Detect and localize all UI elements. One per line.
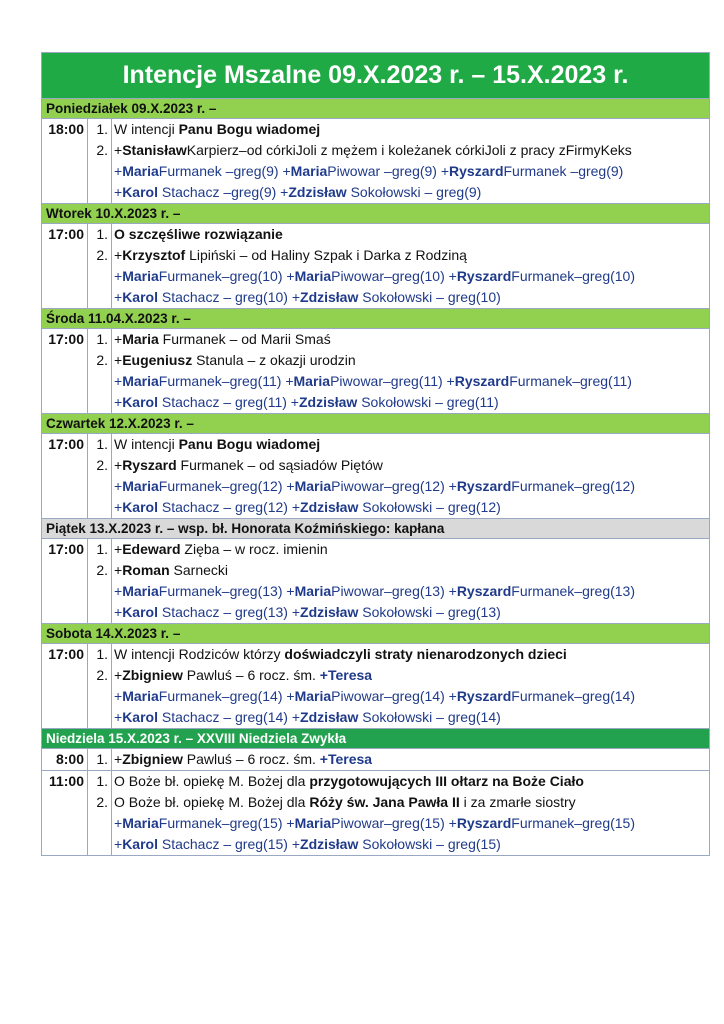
intention-text-part: + — [114, 289, 123, 305]
intention-text-part: Ryszard — [454, 373, 510, 389]
day-header: Środa 11.04.X.2023 r. – — [42, 309, 709, 329]
intention-text-part: Zdzisław — [300, 604, 359, 620]
intention-line — [88, 119, 709, 140]
intention-text-part: Pawluś – 6 rocz. śm. — [182, 751, 320, 767]
intention-text-part: i za zmarłe siostry — [459, 794, 576, 810]
intention-text-part: Maria — [294, 268, 332, 284]
intention-text-part: + — [114, 373, 123, 389]
intention-text-part: Sokołowski – greg(14) — [358, 709, 501, 725]
intention-text — [112, 350, 356, 371]
intention-number: 2. — [88, 350, 112, 371]
intention-text — [112, 834, 501, 855]
mass-block — [42, 329, 709, 414]
intention-text-part: +Teresa — [319, 751, 373, 767]
intention-text — [112, 476, 635, 497]
intention-text — [112, 813, 635, 834]
intention-text-part: Stachacz – greg(14) + — [157, 709, 301, 725]
intention-line — [88, 371, 709, 392]
mass-block — [42, 224, 709, 309]
intention-text-part: Furmanek –greg(9) — [503, 163, 624, 179]
intention-text-part: + — [114, 751, 123, 767]
intention-text-part: Stachacz – greg(11) + — [157, 394, 299, 410]
intention-line — [88, 771, 709, 792]
intention-text-part: + — [114, 499, 123, 515]
intention-text — [112, 455, 383, 476]
intention-text-part: Furmanek–greg(14) + — [158, 688, 295, 704]
intention-text-part: Edeward — [122, 541, 181, 557]
intention-text-part: Sokołowski – greg(13) — [358, 604, 501, 620]
intention-number: 2. — [88, 792, 112, 813]
intention-text-part: Piwowar–greg(10) + — [331, 268, 457, 284]
intention-text-part: Furmanek –greg(9) + — [158, 163, 291, 179]
intention-line — [88, 581, 709, 602]
intention-text — [112, 287, 501, 308]
intention-text-part: Piwowar–greg(11) + — [330, 373, 455, 389]
intention-text-part: Maria — [122, 331, 159, 347]
intention-lines — [88, 119, 709, 203]
intention-text — [112, 771, 584, 792]
intention-lines — [88, 771, 709, 855]
intention-text-part: + — [114, 667, 123, 683]
intention-number — [88, 813, 112, 834]
intention-text-part: Sokołowski – greg(11) — [357, 394, 499, 410]
intention-text — [112, 602, 501, 623]
intention-number — [88, 287, 112, 308]
intention-text-part: + — [114, 394, 123, 410]
intention-line — [88, 287, 709, 308]
intention-number — [88, 707, 112, 728]
intention-text-part: Furmanek–greg(14) — [511, 688, 636, 704]
intention-text — [112, 560, 228, 581]
intention-text-part: Stachacz – greg(12) + — [157, 499, 301, 515]
intention-text-part: Sokołowski – greg(9) — [346, 184, 482, 200]
intention-number — [88, 834, 112, 855]
mass-time-label: 18:00 — [48, 121, 84, 137]
intention-text-part: Maria — [294, 583, 332, 599]
day-header: Czwartek 12.X.2023 r. – — [42, 414, 709, 434]
intention-text-part: Zbigniew — [122, 751, 183, 767]
intention-text-part: + — [114, 457, 123, 473]
intention-line — [88, 329, 709, 350]
intention-text-part: Zięba – w rocz. imienin — [180, 541, 328, 557]
intention-text-part: Maria — [122, 373, 159, 389]
intention-text-part: Karol — [122, 709, 158, 725]
intention-text-part: Krzysztof — [122, 247, 186, 263]
intention-text-part: Maria — [122, 583, 159, 599]
intention-text-part: + — [114, 247, 123, 263]
intention-text-part: O szczęśliwe rozwiązanie — [114, 226, 283, 242]
intention-text-part: Karpierz–od córkiJoli z mężem i koleżanek córkiJoli z pracy zFirmyKeks — [186, 142, 632, 158]
intention-text — [112, 224, 283, 245]
intention-number: 2. — [88, 140, 112, 161]
intention-line — [88, 161, 709, 182]
intention-text-part: Furmanek–greg(11) + — [158, 373, 294, 389]
intention-text — [112, 266, 635, 287]
intention-number — [88, 686, 112, 707]
intention-text-part: Furmanek–greg(15) — [511, 815, 636, 831]
intention-text-part: + — [114, 541, 123, 557]
mass-block — [42, 644, 709, 729]
intention-number — [88, 602, 112, 623]
intention-text-part: Karol — [122, 836, 158, 852]
intention-line — [88, 560, 709, 581]
intention-text-part: Furmanek–greg(15) + — [158, 815, 295, 831]
mass-block — [42, 539, 709, 624]
intention-line — [88, 182, 709, 203]
intention-text-part: + — [114, 184, 123, 200]
intention-text-part: Zdzisław — [300, 836, 359, 852]
intention-text-part: Sarnecki — [169, 562, 228, 578]
intention-line — [88, 707, 709, 728]
intention-text-part: + — [114, 331, 123, 347]
mass-time-label: 8:00 — [55, 751, 84, 767]
intention-number: 1. — [88, 119, 112, 140]
intention-line — [88, 813, 709, 834]
intention-text-part: Sokołowski – greg(15) — [358, 836, 501, 852]
intention-text-part: O Boże bł. opiekę M. Bożej dla — [114, 773, 310, 789]
intention-text-part: Eugeniusz — [122, 352, 193, 368]
intention-lines — [88, 749, 709, 770]
mass-time-label: 17:00 — [48, 331, 84, 347]
intention-text-part: Maria — [290, 163, 328, 179]
intention-text-part: Stanisław — [122, 142, 187, 158]
intention-text-part: Zdzisław — [300, 289, 359, 305]
intention-number: 2. — [88, 560, 112, 581]
intention-text-part: + — [114, 583, 123, 599]
intention-line — [88, 834, 709, 855]
mass-time-label: 17:00 — [48, 226, 84, 242]
intention-text — [112, 161, 623, 182]
intention-line — [88, 476, 709, 497]
intention-text-part: Furmanek–greg(10) + — [158, 268, 295, 284]
intention-lines — [88, 224, 709, 308]
intention-number — [88, 497, 112, 518]
mass-block — [42, 771, 709, 856]
intention-number: 1. — [88, 539, 112, 560]
intention-text-part: + — [114, 815, 123, 831]
intention-number: 1. — [88, 224, 112, 245]
intention-number — [88, 161, 112, 182]
intention-text-part: Stachacz – greg(10) + — [157, 289, 301, 305]
intention-text-part: Furmanek–greg(10) — [511, 268, 636, 284]
intention-text-part: + — [114, 709, 123, 725]
intention-text-part: Piwowar–greg(15) + — [331, 815, 457, 831]
intention-line — [88, 350, 709, 371]
intention-number: 2. — [88, 245, 112, 266]
intention-text — [112, 581, 635, 602]
intention-lines — [88, 644, 709, 728]
mass-time — [42, 771, 88, 855]
intention-text-part: Piwowar–greg(12) + — [331, 478, 457, 494]
intention-number: 1. — [88, 771, 112, 792]
intention-text — [112, 539, 328, 560]
intention-text-part: Karol — [122, 394, 158, 410]
intention-number: 1. — [88, 749, 112, 770]
intention-text-part: Furmanek–greg(12) — [511, 478, 636, 494]
intention-text-part: Sokołowski – greg(12) — [358, 499, 501, 515]
intention-text-part: Piwowar–greg(13) + — [331, 583, 457, 599]
mass-time — [42, 749, 88, 770]
intention-number: 1. — [88, 644, 112, 665]
intention-text-part: Ryszard — [122, 457, 177, 473]
intention-line — [88, 224, 709, 245]
intention-text — [112, 792, 576, 813]
intention-text — [112, 497, 501, 518]
mass-block — [42, 119, 709, 204]
intention-text-part: Zdzisław — [300, 709, 359, 725]
intention-text-part: przygotowujących III ołtarz na Boże Ciało — [309, 773, 584, 789]
intention-text — [112, 644, 567, 665]
intention-number: 2. — [88, 665, 112, 686]
intention-text — [112, 329, 331, 350]
intention-number: 1. — [88, 329, 112, 350]
mass-time — [42, 644, 88, 728]
intention-text-part: O Boże bł. opiekę M. Bożej dla — [114, 794, 310, 810]
day-header: Sobota 14.X.2023 r. – — [42, 624, 709, 644]
mass-block — [42, 749, 709, 771]
intention-text-part: Panu Bogu wiadomej — [178, 121, 321, 137]
intention-text — [112, 707, 501, 728]
intention-text-part: Maria — [294, 815, 332, 831]
intention-text-part: Zdzisław — [300, 499, 359, 515]
intention-text-part: Maria — [122, 688, 159, 704]
intention-text-part: Zbigniew — [122, 667, 183, 683]
intention-text-part: Róży św. Jana Pawła II — [309, 794, 460, 810]
intention-line — [88, 266, 709, 287]
mass-time-label: 17:00 — [48, 436, 84, 452]
intention-text-part: Piwowar–greg(14) + — [331, 688, 457, 704]
mass-time — [42, 434, 88, 518]
intention-line — [88, 686, 709, 707]
intention-text-part: + — [114, 478, 123, 494]
intention-text-part: + — [114, 688, 123, 704]
mass-time-label: 17:00 — [48, 646, 84, 662]
intention-text-part: W intencji Rodziców którzy — [114, 646, 285, 662]
intention-text-part: Karol — [122, 499, 158, 515]
intention-line — [88, 140, 709, 161]
intention-number: 1. — [88, 434, 112, 455]
intention-text — [112, 245, 467, 266]
intention-text-part: Stachacz – greg(13) + — [157, 604, 301, 620]
mass-time — [42, 119, 88, 203]
intention-text-part: Sokołowski – greg(10) — [358, 289, 501, 305]
intention-text-part: Ryszard — [456, 478, 512, 494]
intention-text-part: Maria — [293, 373, 331, 389]
intention-text — [112, 392, 499, 413]
intention-number — [88, 581, 112, 602]
intention-text-part: + — [114, 142, 123, 158]
intention-text-part: + — [114, 604, 123, 620]
day-header: Wtorek 10.X.2023 r. – — [42, 204, 709, 224]
intention-text-part: Maria — [294, 478, 332, 494]
intention-text-part: Furmanek – od Marii Smaś — [158, 331, 331, 347]
intention-line — [88, 539, 709, 560]
intention-text-part: Maria — [122, 815, 159, 831]
intention-text-part: Panu Bogu wiadomej — [178, 436, 321, 452]
intention-text-part: Lipiński – od Haliny Szpak i Darka z Rodziną — [185, 247, 467, 263]
mass-block — [42, 434, 709, 519]
intention-text — [112, 371, 632, 392]
intention-line — [88, 434, 709, 455]
intention-text-part: Ryszard — [449, 163, 504, 179]
intention-text-part: Piwowar –greg(9) + — [327, 163, 450, 179]
intention-text-part: + — [114, 562, 123, 578]
intention-number — [88, 392, 112, 413]
intention-text-part: Maria — [122, 268, 159, 284]
intention-text-part: Ryszard — [456, 688, 512, 704]
intention-text-part: + — [114, 163, 123, 179]
intention-line — [88, 602, 709, 623]
intention-text — [112, 119, 320, 140]
intention-lines — [88, 539, 709, 623]
intention-text-part: Ryszard — [456, 815, 512, 831]
intention-text-part: Ryszard — [456, 268, 512, 284]
intention-text-part: + — [114, 268, 123, 284]
intention-text-part: Maria — [122, 478, 159, 494]
intention-text-part: W intencji — [114, 121, 179, 137]
intention-text-part: Stachacz –greg(9) + — [157, 184, 289, 200]
intention-line — [88, 644, 709, 665]
intention-text-part: Furmanek–greg(13) + — [158, 583, 295, 599]
intention-line — [88, 665, 709, 686]
intention-line — [88, 792, 709, 813]
mass-time-label: 11:00 — [48, 773, 84, 789]
intention-number: 2. — [88, 455, 112, 476]
intention-lines — [88, 329, 709, 413]
days-list — [42, 99, 709, 856]
intention-text-part: W intencji — [114, 436, 179, 452]
intention-text-part: Karol — [122, 604, 158, 620]
mass-time — [42, 329, 88, 413]
page-title: Intencje Mszalne 09.X.2023 r. – 15.X.2023 r. — [42, 53, 709, 99]
intention-text-part: doświadczyli straty nienarodzonych dzieci — [284, 646, 567, 662]
intention-text — [112, 434, 320, 455]
intention-text — [112, 182, 481, 203]
intention-number — [88, 476, 112, 497]
intention-text-part: Furmanek–greg(12) + — [158, 478, 295, 494]
intention-text-part: Furmanek–greg(13) — [511, 583, 636, 599]
intention-text-part: +Teresa — [319, 667, 373, 683]
intention-text — [112, 140, 632, 161]
intention-text-part: Furmanek – od sąsiadów Piętów — [176, 457, 383, 473]
intention-text-part: Karol — [122, 184, 158, 200]
mass-time-label: 17:00 — [48, 541, 84, 557]
intention-text-part: Zdzisław — [288, 184, 347, 200]
intention-text — [112, 749, 372, 770]
intention-text-part: Maria — [294, 688, 332, 704]
intention-lines — [88, 434, 709, 518]
intention-text-part: Furmanek–greg(11) — [509, 373, 632, 389]
intention-text-part: Zdzisław — [298, 394, 358, 410]
intentions-sheet — [41, 52, 710, 856]
intention-text-part: Roman — [122, 562, 170, 578]
day-header: Piątek 13.X.2023 r. – wsp. bł. Honorata Koźmińskiego: kapłana — [42, 519, 709, 539]
intention-text-part: + — [114, 352, 123, 368]
intention-number — [88, 266, 112, 287]
intention-text-part: Karol — [122, 289, 158, 305]
mass-time — [42, 539, 88, 623]
intention-text — [112, 686, 635, 707]
intention-line — [88, 392, 709, 413]
intention-number — [88, 182, 112, 203]
intention-text-part: Stanula – z okazji urodzin — [192, 352, 356, 368]
intention-line — [88, 749, 709, 770]
intention-line — [88, 245, 709, 266]
intention-line — [88, 497, 709, 518]
intention-text-part: Stachacz – greg(15) + — [157, 836, 301, 852]
intention-text-part: Maria — [122, 163, 159, 179]
mass-time — [42, 224, 88, 308]
intention-text — [112, 665, 372, 686]
intention-text-part: Ryszard — [456, 583, 512, 599]
day-header: Niedziela 15.X.2023 r. – XXVIII Niedziela Zwykła — [42, 729, 709, 749]
intention-line — [88, 455, 709, 476]
intention-text-part: Pawluś – 6 rocz. śm. — [182, 667, 320, 683]
intention-number — [88, 371, 112, 392]
intention-text-part: + — [114, 836, 123, 852]
day-header: Poniedziałek 09.X.2023 r. – — [42, 99, 709, 119]
